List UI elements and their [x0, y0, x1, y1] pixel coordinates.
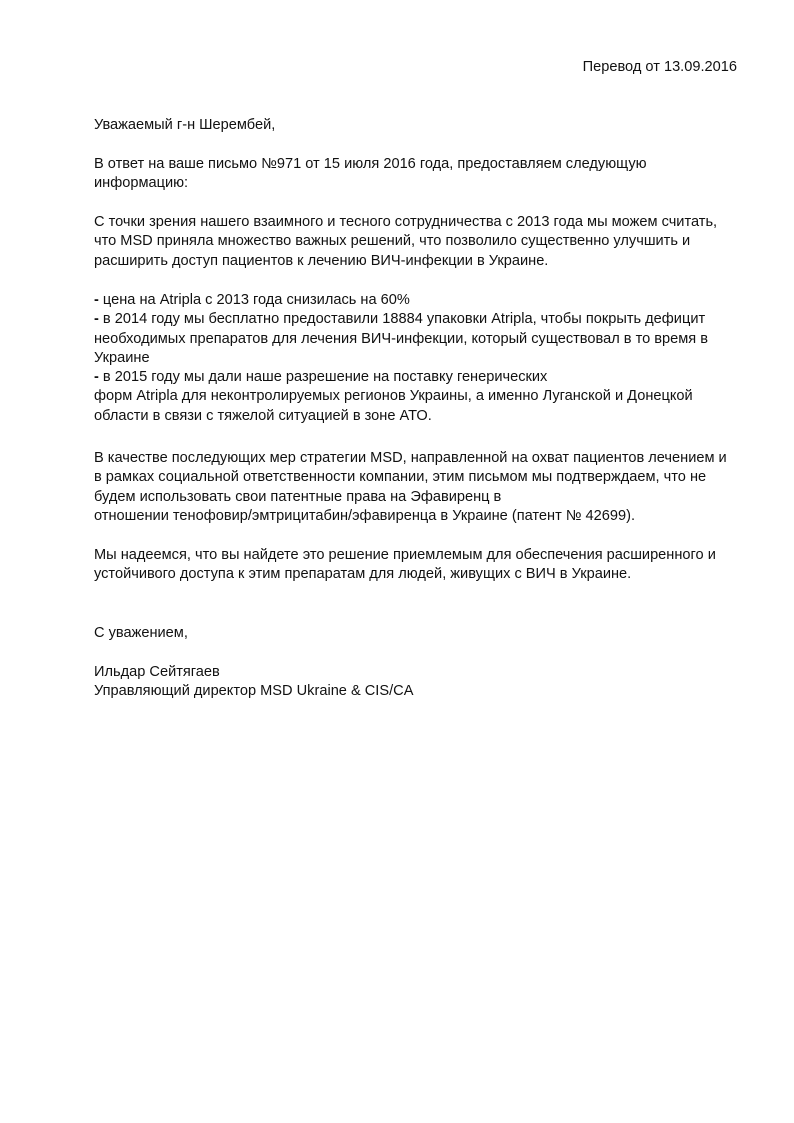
- bullet-text: в 2014 году мы бесплатно предоставили 18884 упаковки Atripla, чтобы покрыть дефицит: [98, 311, 706, 328]
- cooperation-paragraph: [94, 213, 744, 271]
- closing-line: С уважением,: [94, 625, 188, 641]
- bullet-generic-permission-cont-1: форм Atripla для неконтролируемых регионов Украины, а именно Луганской и Донецкой: [94, 388, 693, 405]
- bullet-free-supply-cont-1: необходимых препаратов для лечения ВИЧ-инфекции, который существовал в то время в: [94, 330, 709, 347]
- bullet-free-supply-cont-2: Украине: [94, 349, 150, 366]
- strategy-paragraph: [94, 449, 744, 526]
- intro-paragraph: [94, 155, 744, 194]
- hope-line-1: Мы надеемся, что вы найдете это решение приемлемым для обеспечения расширенного и: [94, 547, 716, 563]
- bullet-text: в 2015 году мы дали наше разрешение на поставку генерических: [98, 369, 548, 386]
- bullet-dash: -: [94, 369, 99, 386]
- intro-line-1: В ответ на ваше письмо №971 от 15 июля 2016 года, предоставляем следующую: [94, 156, 647, 172]
- strategy-line-2: в рамках социальной ответственности компании, этим письмом мы подтверждаем, что не: [94, 469, 707, 486]
- bullet-price-reduction: [94, 291, 744, 310]
- cooperation-line-2: что MSD приняла множество важных решений, что позволило существенно улучшить и: [94, 233, 691, 250]
- bullet-dash: -: [94, 292, 99, 308]
- cooperation-line-1: С точки зрения нашего взаимного и тесного сотрудничества с 2013 года мы можем считать,: [94, 214, 718, 230]
- signatory-title: Управляющий директор MSD Ukraine & CIS/CA: [94, 683, 414, 700]
- signature-block: [94, 663, 744, 702]
- bullet-dash: -: [94, 311, 99, 328]
- strategy-line-1: В качестве последующих мер стратегии MSD, направленной на охват пациентов лечением и: [94, 450, 727, 466]
- hope-paragraph: [94, 546, 744, 585]
- intro-line-2: информацию:: [94, 175, 189, 192]
- translation-date: Перевод от 13.09.2016: [582, 59, 737, 75]
- signatory-name: Ильдар Сейтягаев: [94, 664, 220, 680]
- strategy-line-4: отношении тенофовир/эмтрицитабин/эфавиренца в Украине (патент № 42699).: [94, 507, 636, 524]
- bullet-free-supply: [94, 310, 744, 329]
- achievements-list: [94, 291, 744, 426]
- closing: [94, 624, 744, 643]
- salutation: [94, 116, 744, 135]
- bullet-generic-permission: [94, 368, 744, 387]
- bullet-generic-permission-cont-2: области в связи с тяжелой ситуацией в зоне АТО.: [94, 407, 432, 424]
- hope-line-2: устойчивого доступа к этим препаратам для людей, живущих с ВИЧ в Украине.: [94, 566, 632, 583]
- bullet-text: цена на Atripla с 2013 года снизилась на 60%: [98, 292, 410, 308]
- cooperation-line-3: расширить доступ пациентов к лечению ВИЧ-инфекции в Украине.: [94, 252, 549, 269]
- strategy-line-3: будем использовать свои патентные права на Эфавиренц в: [94, 488, 502, 505]
- salutation-line: Уважаемый г-н Шерембей,: [94, 117, 276, 133]
